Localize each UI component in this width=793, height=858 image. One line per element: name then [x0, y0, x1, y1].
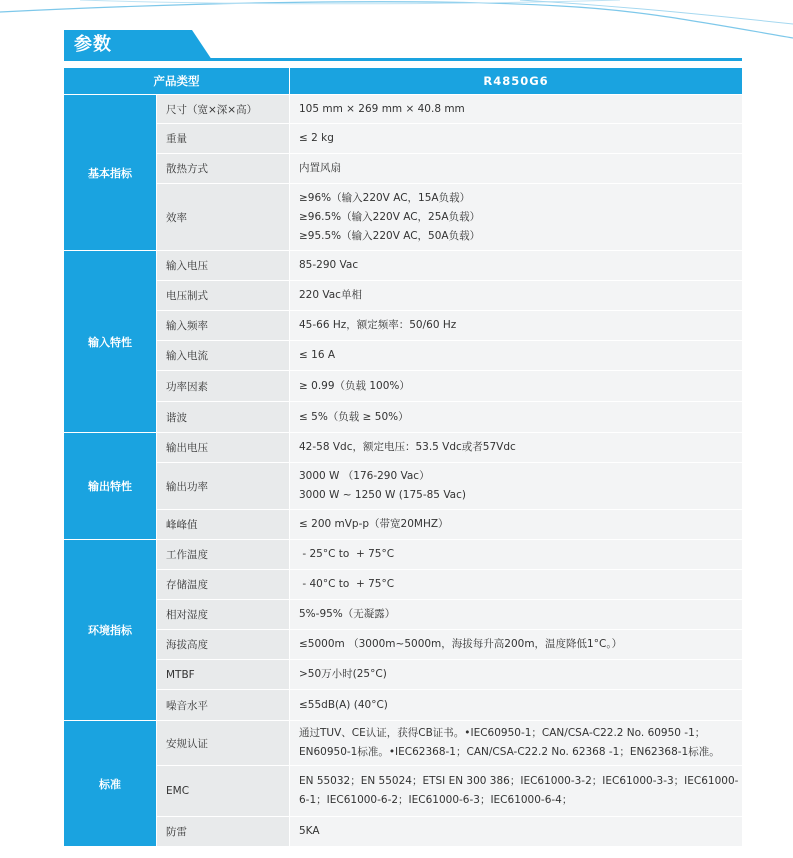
- spec-value-line: - 25°C to + 75°C: [299, 548, 395, 560]
- spec-value-line: >50万小时(25°C): [299, 668, 387, 680]
- spec-label: 谐波: [157, 402, 290, 433]
- spec-row: [64, 402, 743, 433]
- spec-row: [64, 510, 743, 540]
- spec-row: [64, 660, 743, 690]
- spec-value: [290, 184, 743, 251]
- section-divider: [64, 58, 742, 61]
- spec-label: 电压制式: [157, 281, 290, 311]
- spec-value: [290, 570, 743, 600]
- spec-value-line: 220 Vac单相: [299, 289, 362, 301]
- spec-value-line: - 40°C to + 75°C: [299, 578, 395, 590]
- spec-label: 效率: [157, 184, 290, 251]
- spec-value-line: ≤55dB(A) (40°C): [299, 698, 388, 711]
- spec-value-line: ≤ 200 mVp-p（带宽20MHZ）: [299, 518, 449, 530]
- spec-value-line: ≥96.5%（输入220V AC，25A负载）: [299, 210, 481, 223]
- spec-table: [63, 67, 743, 847]
- spec-value-line: EN60950-1标准。•IEC62368-1；CAN/CSA-C22.2 No. 62368 -1；EN62368-1标准。: [299, 746, 720, 758]
- spec-row: [64, 570, 743, 600]
- spec-label: 重量: [157, 124, 290, 154]
- spec-label: 功率因素: [157, 371, 290, 402]
- spec-value-line: 3000 W （176-290 Vac）: [299, 470, 430, 482]
- spec-value-line: 105 mm × 269 mm × 40.8 mm: [299, 102, 465, 115]
- spec-label: 峰峰值: [157, 510, 290, 540]
- spec-table-header-row: [64, 68, 743, 95]
- spec-row: [64, 690, 743, 721]
- spec-value-line: 45-66 Hz，额定频率：50/60 Hz: [299, 319, 457, 331]
- spec-label: 散热方式: [157, 154, 290, 184]
- spec-value-line: 通过TUV、CE认证，获得CB证书。•IEC60950-1；CAN/CSA-C22.2 No. 60950 -1；: [299, 727, 706, 739]
- spec-value-line: 5KA: [299, 825, 320, 837]
- spec-value-line: 85-290 Vac: [299, 259, 359, 271]
- section-title: 参数: [74, 34, 112, 55]
- spec-table-body: [64, 95, 743, 847]
- spec-value: [290, 433, 743, 463]
- spec-label: 工作温度: [157, 540, 290, 570]
- spec-value-line: ≤5000m （3000m~5000m，海拔每升高200m，温度降低1°C。）: [299, 638, 623, 650]
- spec-value: [290, 766, 743, 817]
- spec-value: [290, 600, 743, 630]
- spec-row: [64, 817, 743, 847]
- spec-row: [64, 721, 743, 766]
- spec-row: [64, 630, 743, 660]
- spec-value: [290, 721, 743, 766]
- spec-value: [290, 540, 743, 570]
- spec-label: 输出电压: [157, 433, 290, 463]
- spec-row: [64, 371, 743, 402]
- spec-value-line: ≥96%（输入220V AC，15A负载）: [299, 191, 471, 204]
- spec-value: [290, 463, 743, 510]
- category-label: 输出特性: [64, 433, 157, 540]
- spec-label: 输出功率: [157, 463, 290, 510]
- category-label: 环境指标: [64, 540, 157, 721]
- spec-label: EMC: [157, 766, 290, 817]
- spec-row: [64, 463, 743, 510]
- spec-value: [290, 630, 743, 660]
- spec-value-line: EN 55032；EN 55024；ETSI EN 300 386；IEC61000-3-2；IEC61000-3-3；IEC61000-: [299, 775, 739, 787]
- spec-row: [64, 95, 743, 124]
- spec-row: [64, 433, 743, 463]
- spec-value: [290, 281, 743, 311]
- spec-value: [290, 341, 743, 371]
- spec-label: 输入电压: [157, 251, 290, 281]
- spec-row: [64, 184, 743, 251]
- spec-value: [290, 817, 743, 847]
- category-label: 基本指标: [64, 95, 157, 251]
- spec-value-line: 内置风扇: [299, 162, 341, 174]
- spec-label: MTBF: [157, 660, 290, 690]
- spec-row: [64, 154, 743, 184]
- spec-label: 相对湿度: [157, 600, 290, 630]
- spec-row: [64, 540, 743, 570]
- spec-value-line: 5%-95%（无凝露）: [299, 608, 396, 620]
- spec-value: [290, 660, 743, 690]
- spec-value: [290, 510, 743, 540]
- spec-value-line: 3000 W ~ 1250 W (175-85 Vac): [299, 489, 466, 501]
- spec-value: [290, 371, 743, 402]
- spec-label: 安规认证: [157, 721, 290, 766]
- spec-value: [290, 690, 743, 721]
- spec-row: [64, 124, 743, 154]
- spec-label: 输入频率: [157, 311, 290, 341]
- spec-row: [64, 341, 743, 371]
- spec-value: [290, 402, 743, 433]
- spec-label: 存储温度: [157, 570, 290, 600]
- spec-row: [64, 600, 743, 630]
- spec-label: 防雷: [157, 817, 290, 847]
- spec-row: [64, 766, 743, 817]
- spec-value-line: 42-58 Vdc，额定电压：53.5 Vdc或者57Vdc: [299, 441, 516, 453]
- spec-label: 噪音水平: [157, 690, 290, 721]
- spec-label: 海拔高度: [157, 630, 290, 660]
- spec-value-line: 6-1；IEC61000-6-2；IEC61000-6-3；IEC61000-6-4；: [299, 794, 573, 806]
- spec-row: [64, 281, 743, 311]
- spec-value-line: ≤ 2 kg: [299, 132, 334, 144]
- spec-row: [64, 311, 743, 341]
- section-header: [64, 30, 214, 60]
- spec-value: [290, 251, 743, 281]
- spec-value-line: ≥ 0.99（负载 100%）: [299, 379, 410, 392]
- spec-label: 输入电流: [157, 341, 290, 371]
- category-label: 输入特性: [64, 251, 157, 433]
- header-product-type: 产品类型: [64, 68, 290, 95]
- spec-value: [290, 124, 743, 154]
- spec-value: [290, 311, 743, 341]
- header-model: R4850G6: [290, 68, 743, 95]
- spec-value: [290, 154, 743, 184]
- spec-label: 尺寸（宽×深×高）: [157, 95, 290, 124]
- spec-value-line: ≥95.5%（输入220V AC，50A负载）: [299, 229, 481, 242]
- spec-value-line: ≤ 5%（负载 ≥ 50%）: [299, 410, 409, 423]
- spec-value-line: ≤ 16 A: [299, 349, 336, 361]
- category-label: 标准: [64, 721, 157, 847]
- spec-value: [290, 95, 743, 124]
- spec-row: [64, 251, 743, 281]
